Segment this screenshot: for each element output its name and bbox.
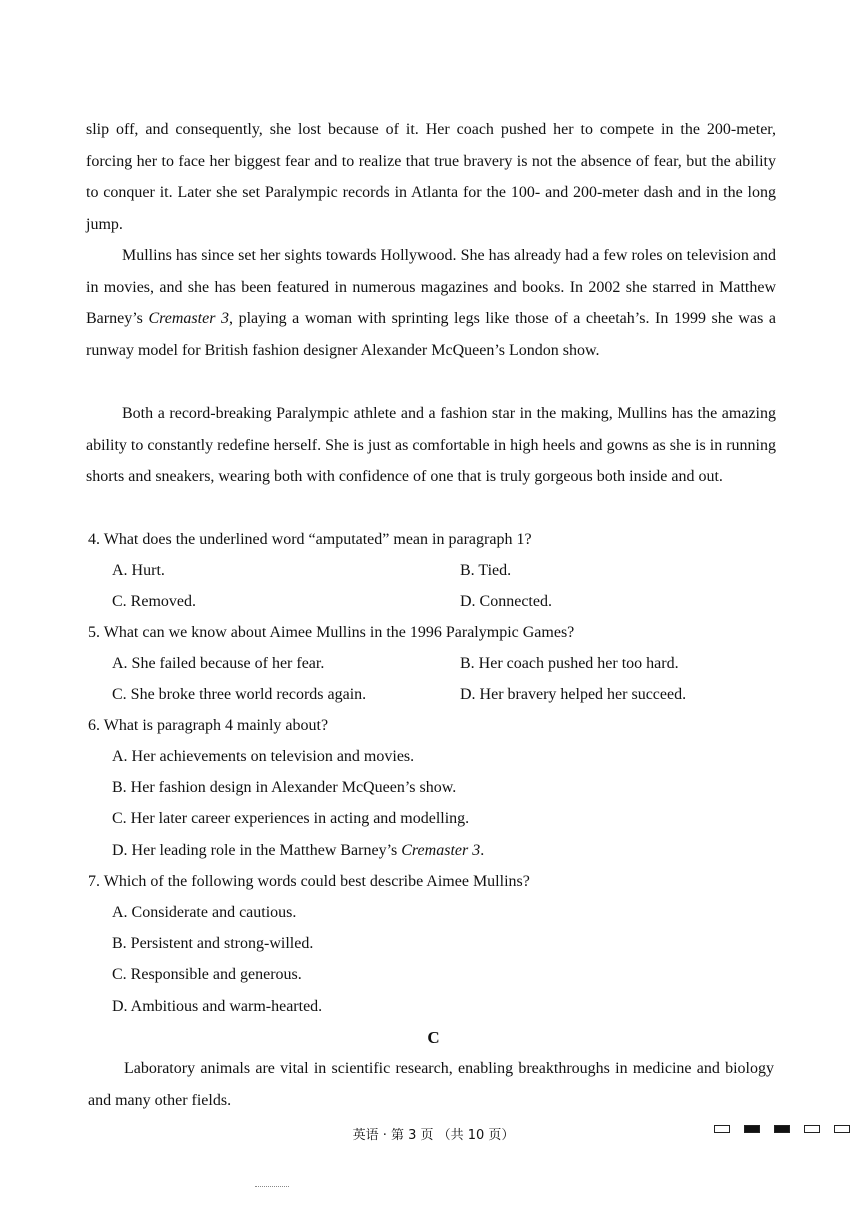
film-title: Cremaster 3	[148, 310, 230, 327]
alignment-mark	[744, 1125, 760, 1133]
question-7-option-b: B. Persistent and strong-willed.	[112, 935, 314, 952]
section-c-intro: Laboratory animals are vital in scientific research, enabling breakthroughs in medicine and biology and many other fields.	[88, 1060, 774, 1109]
option-text: .	[480, 842, 485, 859]
question-6-stem: 6. What is paragraph 4 mainly about?	[88, 717, 329, 734]
question-7-option-a: A. Considerate and cautious.	[112, 904, 297, 921]
question-4-option-b: B. Tied.	[460, 562, 512, 579]
question-4-option-d: D. Connected.	[460, 593, 552, 610]
question-5-option-b: B. Her coach pushed her too hard.	[460, 655, 679, 672]
alignment-mark	[714, 1125, 730, 1133]
question-6-option-a: A. Her achievements on television and movies.	[112, 748, 415, 765]
section-c-heading: C	[427, 1028, 440, 1047]
alignment-mark	[834, 1125, 850, 1133]
answer-sheet-marks	[714, 1125, 850, 1133]
question-7-option-d: D. Ambitious and warm-hearted.	[112, 998, 323, 1015]
question-5-option-c: C. She broke three world records again.	[112, 686, 367, 703]
question-6-option-b: B. Her fashion design in Alexander McQueen’s show.	[112, 779, 457, 796]
question-6-option-c: C. Her later career experiences in acting and modelling.	[112, 810, 470, 827]
question-5-stem: 5. What can we know about Aimee Mullins in the 1996 Paralympic Games?	[88, 624, 575, 641]
passage-paragraph-5: Both a record-breaking Paralympic athlete and a fashion star in the making, Mullins has the amazing ability to constantly redefine herself. She is just as comfortable in high heels and gowns as she is in running shorts and sneakers, wearing both with confidence of one that is truly gorgeous both inside and out.	[86, 405, 776, 485]
alignment-mark	[804, 1125, 820, 1133]
paragraph-text: Mullins has since set her sights towards Hollywood. She has already had a few roles on television and in movies, and she has been featured in numerous magazines and books. In 2002 she starred in Matthew Barney’s	[86, 247, 776, 327]
passage-paragraph-4	[86, 240, 776, 366]
page-footer: 英语 · 第 3 页 （共 10 页）	[352, 1128, 515, 1143]
question-4-option-c: C. Removed.	[112, 593, 196, 610]
option-text: D. Her leading role in the Matthew Barney’s	[112, 842, 402, 859]
passage-paragraph-3: slip off, and consequently, she lost because of it. Her coach pushed her to compete in the 200-meter, forcing her to face her biggest fear and to realize that true bravery is not the absence of fear, but the ability to conquer it. Later she set Paralympic records in Atlanta for the 100- and 200-meter dash and in the long jump.	[86, 121, 776, 233]
question-5-option-a: A. She failed because of her fear.	[112, 655, 325, 672]
question-6-option-d	[112, 841, 484, 861]
question-4-option-a: A. Hurt.	[112, 562, 165, 579]
question-7-option-c: C. Responsible and generous.	[112, 966, 302, 983]
question-4-stem: 4. What does the underlined word “amputated” mean in paragraph 1?	[88, 531, 532, 548]
question-5-option-d: D. Her bravery helped her succeed.	[460, 686, 687, 703]
question-7-stem: 7. Which of the following words could best describe Aimee Mullins?	[88, 873, 530, 890]
alignment-mark	[774, 1125, 790, 1133]
paragraph-text: , playing a woman with sprinting legs like those of a cheetah’s. In 1999 she was a runway model for British fashion designer Alexander McQueen’s London show.	[86, 310, 776, 359]
scan-artifact	[255, 1186, 289, 1187]
film-title: Cremaster 3	[401, 842, 481, 859]
